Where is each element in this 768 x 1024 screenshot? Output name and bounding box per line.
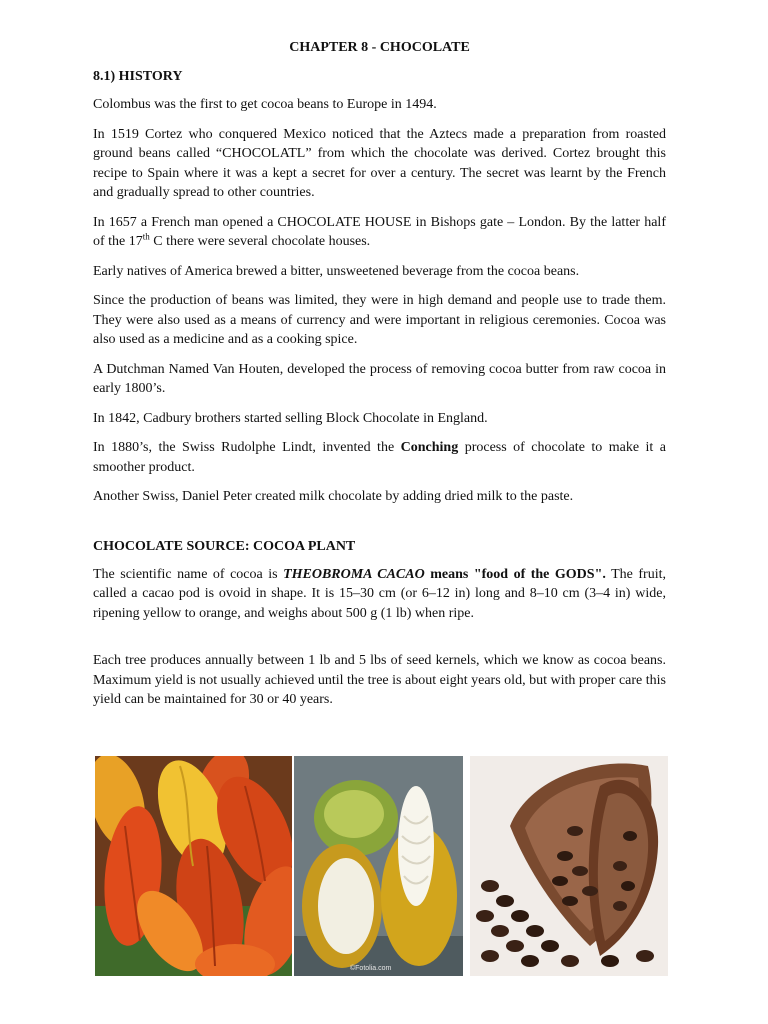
history-p3-tail: C there were several chocolate houses. <box>149 234 371 249</box>
spacer <box>93 633 666 651</box>
history-p8-text: In 1880’s, the Swiss Rudolphe Lindt, invented the <box>93 440 401 455</box>
food-of-gods: means "food of the GODS". <box>424 566 606 582</box>
source-paragraph-2: Each tree produces annually between 1 lb and 5 lbs of seed kernels, which we know as cocoa beans. Maximum yield is not usually achieved until the tree is about eight years old, but with proper care this yield can be maintained for 30 or 40 years. <box>93 653 666 707</box>
cocoa-beans-photo <box>470 756 668 976</box>
history-paragraph-2: In 1519 Cortez who conquered Mexico noticed that the Aztecs made a preparation from roasted ground beans called “CHOCOLATL” from which the chocolate was derived. Cortez brought this recipe to Spain where it was a kept a secret for over a century. The secret was learnt by the French and gradually spread to other countries. <box>93 126 666 200</box>
history-paragraph-5: Since the production of beans was limited, they were in high demand and people use to trade them. They were also used as a means of currency and were important in religious ceremonies. Cocoa was also used as a medicine and as a cooking spice. <box>93 293 666 347</box>
history-paragraph-3 <box>93 213 666 252</box>
history-paragraph-7: In 1842, Cadbury brothers started selling Block Chocolate in England. <box>93 410 488 426</box>
source-p1-text: The scientific name of cocoa is <box>93 566 284 582</box>
photo-watermark: ©Fotolia.com <box>350 965 392 972</box>
source-heading: CHOCOLATE SOURCE: COCOA PLANT <box>93 538 356 554</box>
superscript-th: th <box>142 231 150 242</box>
scientific-name: THEOBROMA CACAO <box>283 566 425 582</box>
cacao-pods-photo <box>95 756 292 976</box>
document-content <box>93 40 666 720</box>
history-p8-tail: process of chocolate to make it a smoother product. <box>93 440 666 475</box>
spacer <box>93 517 666 539</box>
photo-strip <box>95 756 668 976</box>
history-paragraph-9: Another Swiss, Daniel Peter created milk chocolate by adding dried milk to the paste. <box>93 489 574 504</box>
source-paragraph-1 <box>93 565 666 624</box>
source-p1-tail: The fruit, called a cacao pod is ovoid in shape. It is 15–30 cm (or 6–12 in) long and 8–10 cm (3–4 in) wide, ripening yellow to orange, and weighs about 500 g (1 lb) when ripe. <box>93 566 666 621</box>
history-paragraph-4: Early natives of America brewed a bitter, unsweetened beverage from the cocoa beans. <box>93 263 580 279</box>
history-paragraph-8 <box>93 438 666 477</box>
history-heading: 8.1) HISTORY <box>93 69 183 84</box>
history-paragraph-6: A Dutchman Named Van Houten, developed the process of removing cocoa butter from raw cocoa in early 1800’s. <box>93 361 666 396</box>
conching-term: Conching <box>400 440 459 455</box>
history-paragraph-1: Colombus was the first to get cocoa beans to Europe in 1494. <box>93 97 437 112</box>
open-cacao-pod-photo <box>294 756 463 976</box>
history-p3-text: In 1657 a French man opened a CHOCOLATE HOUSE in Bishops gate – London. By the latter half of the 17 <box>93 214 666 249</box>
chapter-title: CHAPTER 8 - CHOCOLATE <box>289 40 470 55</box>
